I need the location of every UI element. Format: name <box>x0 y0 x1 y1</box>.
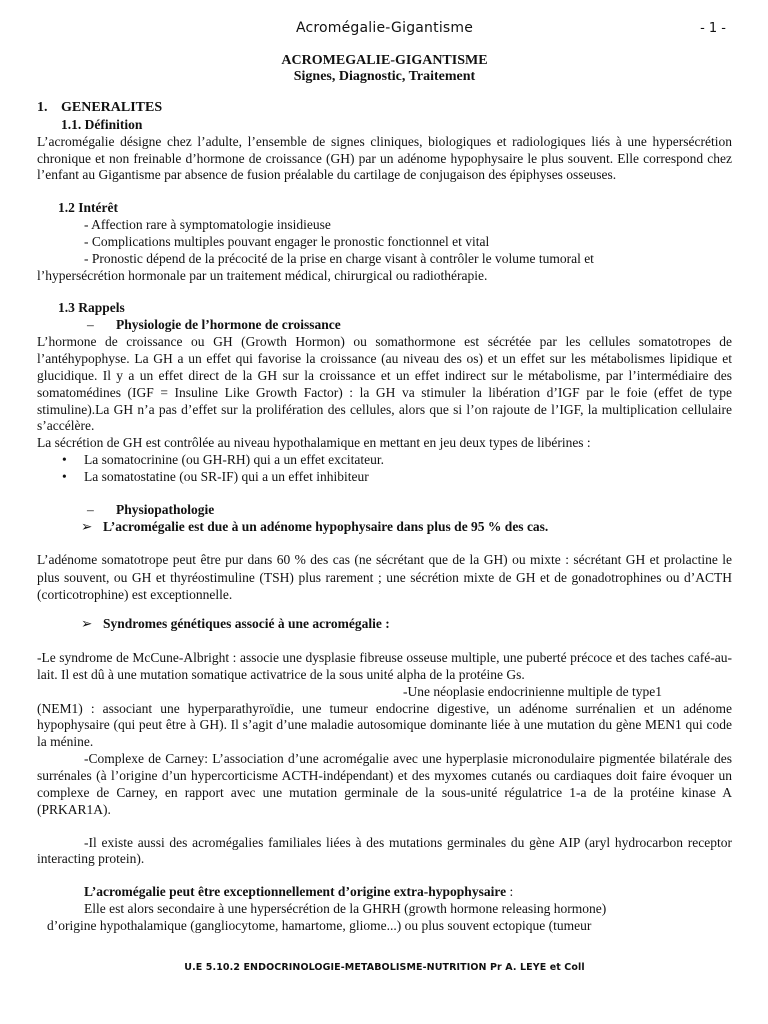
document-title: ACROMEGALIE-GIGANTISME <box>281 53 488 68</box>
running-header <box>37 20 732 40</box>
nem1-paragraph: (NEM1) : associant une hyperparathyroïdie, une tumeur endocrine digestive, un adénome surrénalien et un adénome hypophysaire (qui peut être à GH). Il s’agit d’une maladie autosomique dominante liée à une mutation du gène MEN1 qui code la ménine. <box>37 700 732 750</box>
adenoma-paragraph: L’adénome somatotrope peut être pur dans 60 % des cas (ne sécrétant que de la GH) ou mixte : sécrétant GH et prolactine le plus souvent, ou GH et thyréostimuline (TSH) plus rarement ; une sécrétion mixte de GH et de gonadotrophines ou d’ACTH (corticotrophine) est exceptionnelle. <box>37 552 732 603</box>
interest-item: - Affection rare à symptomatologie insidieuse <box>84 217 331 233</box>
section-1-3-heading: 1.3 Rappels <box>58 300 125 316</box>
document-subtitle: Signes, Diagnostic, Traitement <box>293 69 476 84</box>
definition-paragraph: L’acromégalie désigne chez l’adulte, l’ensemble de signes cliniques, biologiques et radiologiques liés à une hypersécrétion chronique et non freinable d’hormone de croissance (GH) par un adénome hypophysaire le plus souvent. Elle correspond chez l’enfant au Gigantisme par absence de fusion préalable du cartilage de conjugaison des épiphyses osseuses. <box>37 133 732 183</box>
section-1-heading <box>37 100 732 117</box>
genetic-syndromes-heading <box>37 616 732 633</box>
list-item-text: La somatocrinine (ou GH-RH) qui a un effet excitateur. <box>84 452 385 468</box>
section-1-1-heading: 1.1. Définition <box>61 116 143 132</box>
interest-item: - Complications multiples pouvant engager le pronostic fonctionnel et vital <box>84 233 490 249</box>
dash-marker: – <box>87 501 94 517</box>
mccune-albright-paragraph: -Le syndrome de McCune-Albright : associe une dysplasie fibreuse osseuse multiple, une puberté précoce et des taches café-au-lait. Il est dû à une mutation somatique activatrice de la sous unité alpha de la protéine Gs. <box>37 649 732 683</box>
arrow-marker: ➢ <box>81 615 93 631</box>
interest-continuation: l’hypersécrétion hormonale par un traitement médical, chirurgical ou radiothérapie. <box>37 267 488 283</box>
interest-item: - Pronostic dépend de la précocité de la prise en charge visant à contrôler le volume tumoral et <box>84 250 594 266</box>
extra-pituitary-title: L’acromégalie peut être exceptionnellement d’origine extra-hypophysaire <box>84 884 507 900</box>
section-title: GENERALITES <box>61 100 163 115</box>
genetic-syndromes-title: Syndromes génétiques associé à une acromégalie : <box>103 615 390 631</box>
bullet-marker: • <box>62 452 67 468</box>
extra-pituitary-heading <box>37 884 732 901</box>
bullet-marker: • <box>62 468 67 484</box>
familial-paragraph: -Il existe aussi des acromégalies familiales liées à des mutations germinales du gène AIP (aryl hydrocarbon receptor interacting protein). <box>37 834 732 867</box>
adenoma-title: L’acromégalie est due à un adénome hypophysaire dans plus de 95 % des cas. <box>103 518 549 534</box>
carney-paragraph: -Complexe de Carney: L’association d’une acromégalie avec une hyperplasie micronodulaire pigmentée bilatérale des surrénales (à l’origine d’un hypercorticisme ACTH-indépendant) et des myxomes cutanés ou cardiaques doit faire évoquer un complexe de Carney, en rapport avec une mutation germinale de la sous-unité régulatrice 1-a de la protéine kinase A (PRKAR1A). <box>37 751 732 817</box>
extra-pituitary-line: d’origine hypothalamique (gangliocytome, hamartome, gliome...) ou plus souvent ectopique (tumeur <box>47 917 592 933</box>
document-body <box>37 53 732 935</box>
extra-pituitary-colon: : <box>506 884 514 900</box>
arrow-marker: ➢ <box>81 518 93 534</box>
list-item-text: La somatostatine (ou SR-IF) qui a un effet inhibiteur <box>84 468 369 484</box>
section-number: 1. <box>37 100 48 115</box>
physiology-title: Physiologie de l’hormone de croissance <box>116 317 341 333</box>
dash-marker: – <box>87 317 94 333</box>
physiology-paragraph: L’hormone de croissance ou GH (Growth Hormon) ou somathormone est sécrétée par les cellules somatotropes de l’antéhypophyse. La GH a un effet qui favorise la croissance (au niveau des os) et un effet sur les métabolismes lipidique et glucidique. Il y a un effet direct de la GH sur la croissance et un effet indirect sur le métabolisme, par l’intermédiaire des somatomédines (IGF = Insuline Like Growth Factor) : la GH va stimuler la libération d’IGF par le foie (effet de type stimuline).La GH n’a pas d’effet sur la prolifération des cellules, alors que si l’on rajoute de l’IGF, la multiplication cellulaire s’accélère. <box>37 334 732 434</box>
secretion-paragraph: La sécrétion de GH est contrôlée au niveau hypothalamique en mettant en jeu deux types de libérines : <box>37 435 591 451</box>
extra-pituitary-line: Elle est alors secondaire à une hypersécrétion de la GHRH (growth hormone releasing hormone) <box>84 901 607 917</box>
adenoma-heading <box>37 519 732 536</box>
running-header-title: Acromégalie-Gigantisme <box>295 20 474 36</box>
list-item <box>37 452 732 469</box>
physiology-heading <box>37 317 732 334</box>
physiopathology-title: Physiopathologie <box>116 501 215 517</box>
document-page <box>37 0 732 1024</box>
physiopathology-heading <box>37 502 732 519</box>
section-1-2-heading: 1.2 Intérêt <box>58 200 118 216</box>
running-footer: U.E 5.10.2 ENDOCRINOLOGIE-METABOLISME-NUTRITION Pr A. LEYE et Coll <box>184 962 585 973</box>
page-number: - 1 - <box>700 21 726 36</box>
nem1-lead: -Une néoplasie endocrinienne multiple de type1 <box>403 683 663 699</box>
list-item <box>37 469 732 486</box>
